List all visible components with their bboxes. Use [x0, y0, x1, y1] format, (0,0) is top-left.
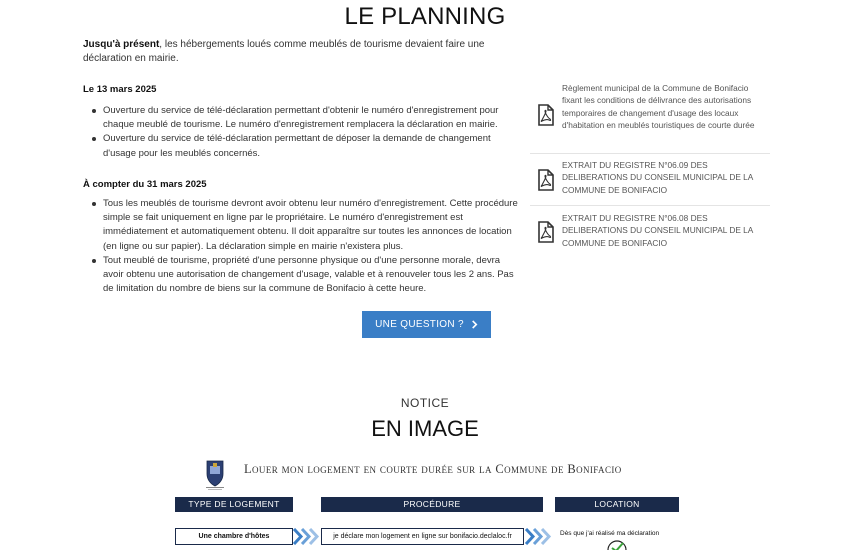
arrow-chevrons-icon [292, 528, 320, 545]
pdf-icon [530, 212, 562, 252]
column-header-location: LOCATION [555, 497, 679, 512]
procedure-cell: je déclare mon logement en ligne sur bonifacio.declaloc.fr [321, 528, 524, 545]
document-label: EXTRAIT DU REGISTRE N°06.08 DES DELIBERATIONS DU CONSEIL MUNICIPAL DE LA COMMUNE DE BONIFACIO [562, 213, 753, 248]
column-header-procedure: PROCÉDURE [321, 497, 543, 512]
notice-kicker: NOTICE [400, 396, 450, 410]
pdf-icon [530, 159, 562, 201]
check-badge-icon [606, 539, 628, 550]
document-label: Règlement municipal de la Commune de Bonifacio fixant les conditions de délivrance des autorisations temporaires de changement d'usage des locaux d'habitation en meublés touristiques de courte durée [562, 83, 755, 131]
pdf-icon [530, 82, 562, 148]
document-item-registre-0608[interactable] [530, 206, 770, 256]
type-cell: Une chambre d'hôtes [175, 528, 293, 545]
question-button[interactable] [362, 311, 491, 338]
location-cell: Dès que j'ai réalisé ma déclaration [560, 530, 660, 537]
document-item-registre-0609[interactable] [530, 154, 770, 206]
intro-paragraph [83, 38, 503, 66]
intro-text: , les hébergements loués comme meublés de tourisme devaient faire une déclaration en mairie. [83, 39, 485, 64]
list-item: Ouverture du service de télé-déclaration permettant de déposer la demande de changement d'usage pour les meublés concernés. [103, 132, 523, 160]
section1-list [103, 104, 523, 161]
list-item: Tout meublé de tourisme, propriété d'une personne physique ou d'une personne morale, devra avoir obtenu une autorisation de changement d'usage, valable et à renouveler tous les 2 ans. Pas de limitation du nombre de biens sur la commune de Bonifacio à cette heure. [103, 254, 523, 297]
column-header-type: TYPE DE LOGEMENT [175, 497, 293, 512]
section2-list [103, 197, 523, 296]
chevron-right-icon [471, 320, 478, 329]
question-button-label: UNE QUESTION ? [375, 319, 464, 330]
document-label: EXTRAIT DU REGISTRE N°06.09 DES DELIBERATIONS DU CONSEIL MUNICIPAL DE LA COMMUNE DE BONIFACIO [562, 160, 753, 195]
list-item: Tous les meublés de tourisme devront avoir obtenu leur numéro d'enregistrement. Cette procédure simple se fait uniquement en ligne par le propriétaire. Le numéro d'enregistrement est immédiatement et automatiquement obtenu. Il doit apparaître sur toutes les annonces de location (en ligne ou sur papier). La déclaration simple en mairie n'existera plus. [103, 197, 523, 254]
document-item-reglement[interactable] [530, 78, 770, 154]
documents-list [530, 78, 770, 256]
page-title: LE PLANNING [344, 3, 506, 30]
notice-title: EN IMAGE [371, 416, 479, 441]
list-item: Ouverture du service de télé-déclaration permettant d'obtenir le numéro d'enregistrement pour chaque meublé de tourisme. Le numéro d'enregistrement remplacera la déclaration en mairie. [103, 104, 523, 132]
infographic [170, 455, 682, 550]
infographic-heading: Louer mon logement en courte durée sur la Commune de Bonifacio [244, 462, 622, 476]
arrow-chevrons-icon [524, 528, 554, 545]
section-heading-13-mars: Le 13 mars 2025 [83, 84, 157, 95]
bonifacio-coat-of-arms-icon [200, 458, 230, 490]
section-heading-31-mars: À compter du 31 mars 2025 [83, 179, 207, 190]
intro-bold: Jusqu'à présent [83, 39, 160, 50]
